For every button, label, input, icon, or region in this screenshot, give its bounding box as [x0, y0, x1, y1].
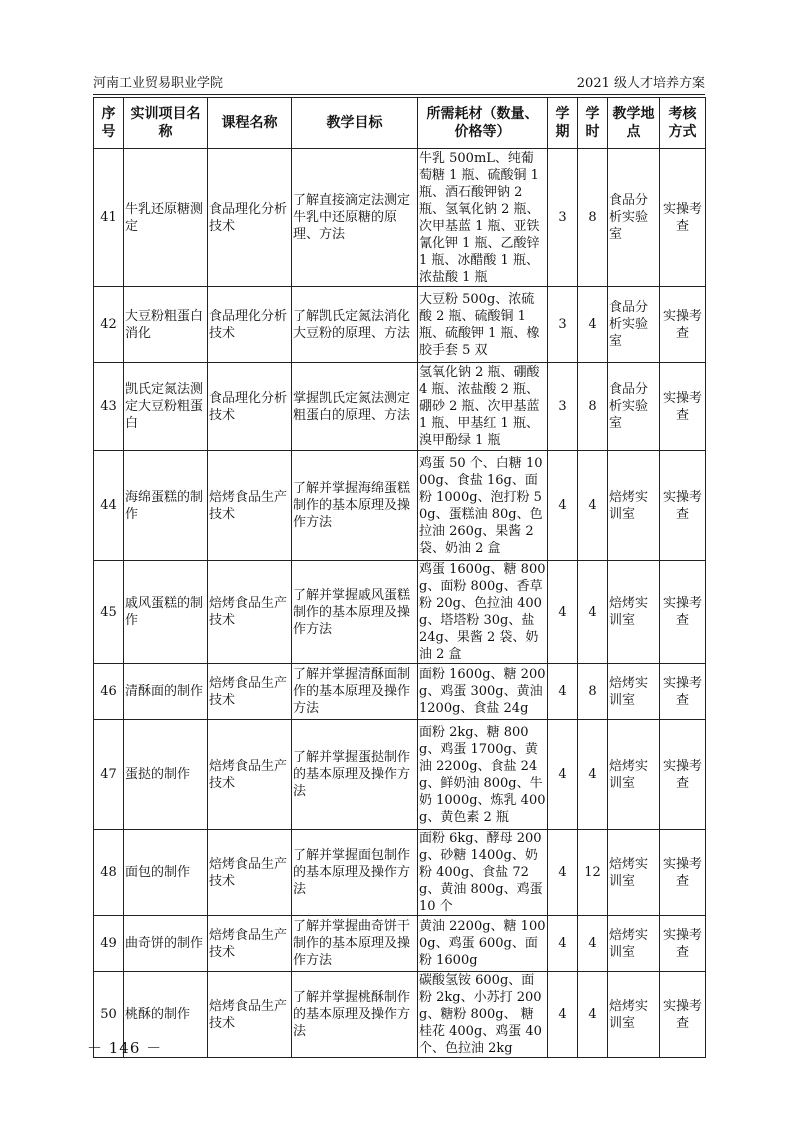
document-title: 2021 级人才培养方案 — [576, 76, 705, 91]
cell-materials: 鸡蛋 50 个、白糖 1000g、食盐 16g、面粉 1000g、泡打粉 50g、蛋糕油 80g、色拉油 260g、果酱 2 袋、奶油 2 盒 — [418, 451, 548, 561]
cell-hours: 4 — [578, 561, 608, 664]
cell-semester: 3 — [548, 363, 578, 451]
table-row — [94, 720, 706, 830]
cell-materials: 氢氧化钠 2 瓶、硼酸 4 瓶、浓盐酸 2 瓶、硼砂 2 瓶、次甲基蓝 1 瓶、甲基红 1 瓶、溴甲酚绿 1 瓶 — [418, 363, 548, 451]
cell-no: 49 — [94, 916, 124, 972]
cell-project: 蛋挞的制作 — [124, 720, 208, 830]
page-number: － 146 － — [87, 1039, 163, 1057]
cell-course: 焙烤食品生产技术 — [208, 720, 292, 830]
cell-exam: 实操考查 — [660, 720, 706, 830]
cell-materials: 碳酸氢铵 600g、面粉 2kg、小苏打 200g、糖粉 800g、 糖桂花 400g、鸡蛋 40 个、色拉油 2kg — [418, 972, 548, 1058]
table-row — [94, 972, 706, 1058]
cell-place: 食品分析实验室 — [608, 149, 660, 287]
cell-no: 48 — [94, 830, 124, 916]
header-goal: 教学目标 — [292, 98, 418, 149]
cell-semester: 4 — [548, 451, 578, 561]
header-project: 实训项目名称 — [124, 98, 208, 149]
cell-semester: 4 — [548, 916, 578, 972]
cell-exam: 实操考查 — [660, 972, 706, 1058]
cell-no: 41 — [94, 149, 124, 287]
cell-no: 47 — [94, 720, 124, 830]
table-row — [94, 830, 706, 916]
table-row — [94, 149, 706, 287]
cell-materials: 面粉 2kg、糖 800g、鸡蛋 1700g、黄油 2200g、食盐 24g、鲜奶油 800g、牛奶 1000g、炼乳 400g、黄色素 2 瓶 — [418, 720, 548, 830]
cell-materials: 牛乳 500mL、纯葡萄糖 1 瓶、硫酸铜 1 瓶、酒石酸钾钠 2 瓶、氢氧化钠 2 瓶、次甲基蓝 1 瓶、亚铁氰化钾 1 瓶、乙酸锌 1 瓶、冰醋酸 1 瓶、浓盐酸 1 瓶 — [418, 149, 548, 287]
cell-goal: 掌握凯氏定氮法测定粗蛋白的原理、方法 — [292, 363, 418, 451]
cell-semester: 4 — [548, 664, 578, 720]
cell-goal: 了解并掌握戚风蛋糕制作的基本原理及操作方法 — [292, 561, 418, 664]
cell-goal: 了解凯氏定氮法消化大豆粉的原理、方法 — [292, 287, 418, 363]
cell-project: 大豆粉粗蛋白消化 — [124, 287, 208, 363]
cell-course: 焙烤食品生产技术 — [208, 561, 292, 664]
school-name: 河南工业贸易职业学院 — [93, 76, 224, 91]
cell-place: 焙烤实训室 — [608, 916, 660, 972]
cell-semester: 3 — [548, 149, 578, 287]
table-row — [94, 916, 706, 972]
cell-goal: 了解并掌握蛋挞制作的基本原理及操作方法 — [292, 720, 418, 830]
cell-hours: 12 — [578, 830, 608, 916]
cell-place: 焙烤实训室 — [608, 720, 660, 830]
cell-place: 食品分析实验室 — [608, 363, 660, 451]
cell-exam: 实操考查 — [660, 664, 706, 720]
cell-no: 45 — [94, 561, 124, 664]
cell-exam: 实操考查 — [660, 916, 706, 972]
header-exam: 考核方式 — [660, 98, 706, 149]
header-no: 序号 — [94, 98, 124, 149]
cell-semester: 4 — [548, 972, 578, 1058]
table-row — [94, 363, 706, 451]
table-row — [94, 287, 706, 363]
cell-goal: 了解并掌握桃酥制作的基本原理及操作方法 — [292, 972, 418, 1058]
cell-place: 焙烤实训室 — [608, 830, 660, 916]
cell-exam: 实操考查 — [660, 287, 706, 363]
cell-semester: 3 — [548, 287, 578, 363]
header-hours: 学时 — [578, 98, 608, 149]
cell-goal: 了解直接滴定法测定牛乳中还原糖的原理、方法 — [292, 149, 418, 287]
cell-exam: 实操考查 — [660, 830, 706, 916]
cell-project: 牛乳还原糖测定 — [124, 149, 208, 287]
cell-project: 曲奇饼的制作 — [124, 916, 208, 972]
header-rule — [93, 94, 705, 95]
cell-no: 50 — [94, 972, 124, 1058]
page-header — [93, 74, 705, 94]
table-row — [94, 664, 706, 720]
cell-materials: 大豆粉 500g、浓硫酸 2 瓶、硫酸铜 1 瓶、硫酸钾 1 瓶、橡胶手套 5 双 — [418, 287, 548, 363]
cell-place: 焙烤实训室 — [608, 561, 660, 664]
table-header-row — [94, 98, 706, 149]
cell-semester: 4 — [548, 561, 578, 664]
table-row — [94, 561, 706, 664]
cell-project: 戚风蛋糕的制作 — [124, 561, 208, 664]
cell-place: 食品分析实验室 — [608, 287, 660, 363]
header-place: 教学地点 — [608, 98, 660, 149]
cell-hours: 8 — [578, 149, 608, 287]
cell-place: 焙烤实训室 — [608, 451, 660, 561]
cell-no: 46 — [94, 664, 124, 720]
cell-course: 焙烤食品生产技术 — [208, 664, 292, 720]
cell-course: 食品理化分析技术 — [208, 287, 292, 363]
cell-place: 焙烤实训室 — [608, 664, 660, 720]
cell-materials: 面粉 1600g、糖 200g、鸡蛋 300g、黄油 1200g、食盐 24g — [418, 664, 548, 720]
cell-hours: 4 — [578, 720, 608, 830]
cell-hours: 4 — [578, 972, 608, 1058]
cell-project: 面包的制作 — [124, 830, 208, 916]
training-projects-table — [93, 97, 706, 1058]
cell-exam: 实操考查 — [660, 149, 706, 287]
header-materials: 所需耗材（数量、价格等） — [418, 98, 548, 149]
cell-goal: 了解并掌握面包制作的基本原理及操作方法 — [292, 830, 418, 916]
cell-course: 焙烤食品生产技术 — [208, 972, 292, 1058]
cell-goal: 了解并掌握曲奇饼干制作的基本原理及操作方法 — [292, 916, 418, 972]
cell-no: 43 — [94, 363, 124, 451]
cell-project: 桃酥的制作 — [124, 972, 208, 1058]
cell-course: 食品理化分析技术 — [208, 149, 292, 287]
cell-goal: 了解并掌握清酥面制作的基本原理及操作方法 — [292, 664, 418, 720]
cell-no: 44 — [94, 451, 124, 561]
cell-course: 焙烤食品生产技术 — [208, 451, 292, 561]
cell-materials: 黄油 2200g、糖 1000g、鸡蛋 600g、面粉 1600g — [418, 916, 548, 972]
cell-exam: 实操考查 — [660, 451, 706, 561]
cell-semester: 4 — [548, 830, 578, 916]
cell-exam: 实操考查 — [660, 561, 706, 664]
cell-hours: 8 — [578, 363, 608, 451]
cell-place: 焙烤实训室 — [608, 972, 660, 1058]
cell-course: 食品理化分析技术 — [208, 363, 292, 451]
cell-hours: 4 — [578, 916, 608, 972]
cell-project: 海绵蛋糕的制作 — [124, 451, 208, 561]
table-row — [94, 451, 706, 561]
cell-hours: 4 — [578, 287, 608, 363]
cell-hours: 4 — [578, 451, 608, 561]
cell-project: 清酥面的制作 — [124, 664, 208, 720]
cell-hours: 8 — [578, 664, 608, 720]
cell-goal: 了解并掌握海绵蛋糕制作的基本原理及操作方法 — [292, 451, 418, 561]
cell-exam: 实操考查 — [660, 363, 706, 451]
cell-course: 焙烤食品生产技术 — [208, 830, 292, 916]
cell-materials: 面粉 6kg、酵母 200g、砂糖 1400g、奶粉 400g、食盐 72g、黄油 800g、鸡蛋 10 个 — [418, 830, 548, 916]
cell-semester: 4 — [548, 720, 578, 830]
cell-project: 凯氏定氮法测定大豆粉粗蛋白 — [124, 363, 208, 451]
header-course: 课程名称 — [208, 98, 292, 149]
header-semester: 学期 — [548, 98, 578, 149]
cell-no: 42 — [94, 287, 124, 363]
cell-materials: 鸡蛋 1600g、糖 800g、面粉 800g、香草粉 20g、色拉油 400g、塔塔粉 30g、盐 24g、果酱 2 袋、奶油 2 盒 — [418, 561, 548, 664]
cell-course: 焙烤食品生产技术 — [208, 916, 292, 972]
